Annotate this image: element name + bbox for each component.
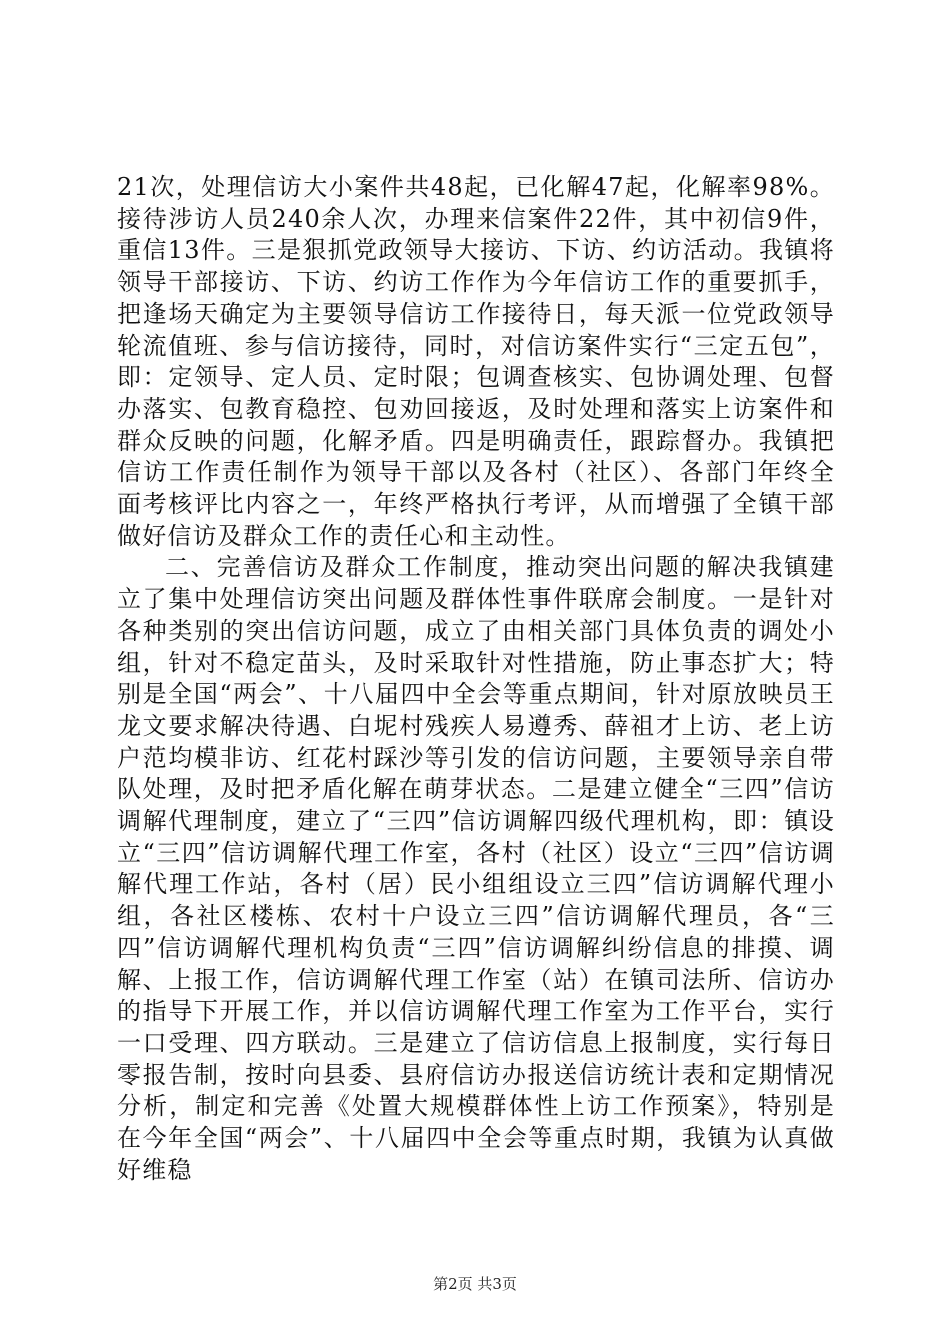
- page-footer: 第2页 共3页: [433, 1275, 517, 1293]
- paragraph-section-two: 二、完善信访及群众工作制度，推动突出问题的解决我镇建立了集中处理信访突出问题及群体性事件联席会制度。一是针对各种类别的突出信访问题，成立了由相关部门具体负责的调处小组，针对不稳定苗头，及时采取针对性措施，防止事态扩大；特别是全国“两会”、十八届四中全会等重点期间，针对原放映员王龙文要求解决待遇、白坭村残疾人易遵秀、薛祖才上访、老上访户范均模非访、红花村踩沙等引发的信访问题，主要领导亲自带队处理，及时把矛盾化解在萌芽状态。二是建立健全“三四”信访调解代理制度，建立了“三四”信访调解四级代理机构，即：镇设立“三四”信访调解代理工作室，各村（社区）设立“三四”信访调解代理工作站，各村（居）民小组组设立三四”信访调解代理小组，各社区楼栋、农村十户设立三四”信访调解代理员，各“三四”信访调解代理机构负责“三四”信访调解纠纷信息的排摸、调解、上报工作，信访调解代理工作室（站）在镇司法所、信访办的指导下开展工作，并以信访调解代理工作室为工作平台，实行一口受理、四方联动。三是建立了信访信息上报制度，实行每日零报告制，按时向县委、县府信访办报送信访统计表和定期情况分析，制定和完善《处置大规模群体性上访工作预案》，特别是在今年全国“两会”、十八届四中全会等重点时期，我镇为认真做好维稳: [117, 553, 835, 1184]
- paragraph-continuation: 21次，处理信访大小案件共48起，已化解47起，化解率98%。接待涉访人员240余人次，办理来信案件22件，其中初信9件，重信13件。三是狠抓党政领导大接访、下访、约访活动。我镇将领导干部接访、下访、约访工作作为今年信访工作的重要抓手，把逢场天确定为主要领导信访工作接待日，每天派一位党政领导轮流值班、参与信访接待，同时，对信访案件实行“三定五包”，即：定领导、定人员、定时限；包调查核实、包协调处理、包督办落实、包教育稳控、包劝回接返，及时处理和落实上访案件和群众反映的问题，化解矛盾。四是明确责任，跟踪督办。我镇把信访工作责任制作为领导干部以及各村（社区）、各部门年终全面考核评比内容之一，年终严格执行考评，从而增强了全镇干部做好信访及群众工作的责任心和主动性。: [117, 173, 835, 550]
- document-body: [117, 172, 835, 1187]
